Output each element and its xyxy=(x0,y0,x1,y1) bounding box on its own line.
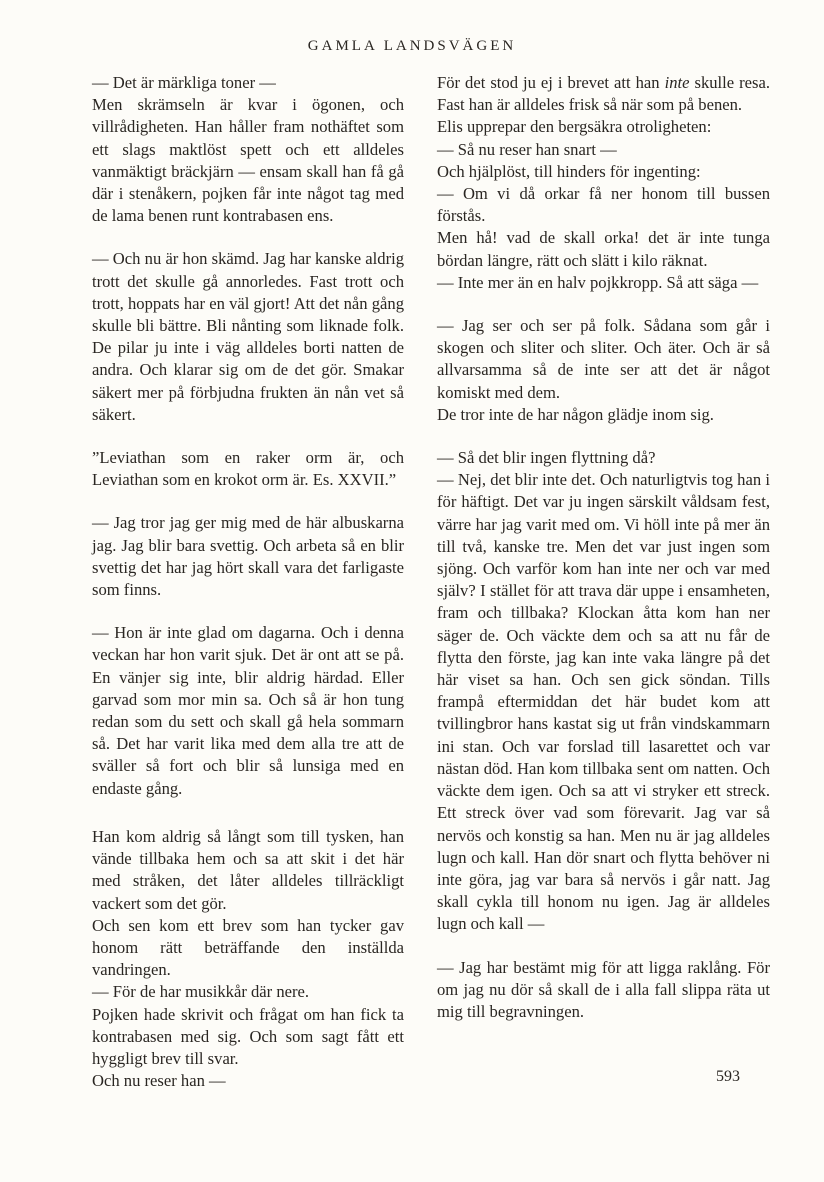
text-run: skulle resa. Fast han är alldeles frisk så när som på benen. xyxy=(437,73,771,115)
paragraph: Elis upprepar den bergsäkra otroligheten: xyxy=(437,117,712,137)
paragraph: Och nu reser han — xyxy=(92,1071,226,1091)
paragraph: Men skrämseln är kvar i ögonen, och villrådigheten. Han håller fram nothäftet som ett slags maktlöst spett och ett alldeles vanmäktigt bräckjärn — ensam skall han få gå där i stenåkern, pojken får inte något tag med de lama benen runt kontrabasen ens. xyxy=(92,95,404,226)
paragraph: — För de har musikkår där nere. xyxy=(92,982,310,1002)
paragraph: — Jag tror jag ger mig med de här albuskarna jag. Jag blir bara svettig. Och arbeta så en blir svettig det har jag hört skall vara det farligaste som finns. xyxy=(92,513,404,600)
left-column xyxy=(92,72,404,1092)
paragraph: Och sen kom ett brev som han tycker gav honom rätt beträffande den inställda vandringen. xyxy=(92,915,404,980)
paragraph: Men hå! vad de skall orka! det är inte tunga bördan längre, rätt och slätt i kilo räknat. xyxy=(437,228,770,270)
paragraph: — Så det blir ingen flyttning då? xyxy=(437,448,656,468)
paragraph: — Nej, det blir inte det. Och naturligtvis tog han i för häftigt. Det var ju ingen särskilt våldsam fest, värre har jag varit med om. Vi höll inte på mer än till två, kanske tre. Men det var just ingen som sjöng. Och varför kom han inte ner och var med själv? I stället för att trava där uppe i ensamheten, fram och tillbaka? Klockan åtta kom han ner säger de. Och väckte dem och sa att nu får de flytta den förste, jag kan inte vaka längre på det här viset sa han. Och sen gick söndan. Tills frampå eftermiddan det här budet kom att tvillingbror hans kastat sig ut från vindskammarn ini stan. Och var forslad till lasarettet och var nästan död. Han kom tillbaka sent om natten. Och väckte dem igen. Och sa att vi stryker ett streck. Ett streck över vad som förevarit. Jag var så nervös och konstig sa han. Men nu är jag alldeles lugn och kall. Han dör snart och flytta behöver ni inte göra, jag var bara så nervös i går natt. Jag skall cykla till honom nu igen. Jag är alldeles lugn och kall — xyxy=(437,470,770,934)
paragraph: — Hon är inte glad om dagarna. Och i denna veckan har hon varit sjuk. Det är ont att se på. En vänjer sig inte, blir aldrig härdad. Eller garvad som mor min sa. Och så är hon tung redan som du sett och skall gå hela sommarn så. Det har varit lika med dem alla tre att de sväller så fort och blir så lunsiga med en endaste gång. xyxy=(92,623,404,798)
paragraph: Han kom aldrig så långt som till tysken, han vände tillbaka hem och sa att skit i det här med stråken, det låter alldeles tillräckligt vackert som det gör. xyxy=(92,826,404,913)
paragraph: Och hjälplöst, till hinders för ingenting: xyxy=(437,161,701,181)
running-title: GAMLA LANDSVÄGEN xyxy=(307,38,517,54)
paragraph: De tror inte de har någon glädje inom sig. xyxy=(437,404,714,424)
emphasis: inte xyxy=(664,73,690,92)
paragraph: — Och nu är hon skämd. Jag har kanske aldrig trott det skulle gå annorledes. Fast trott och trott, hoppats har en väl gjort! Att det nån gång skulle bli bättre. Bli nånting som liknade folk. De pilar ju inte i väg alldeles borti natten de andra. Och klarar sig om de det gör. Smakar säkert mer på förbjudna frukten än nån vet så säkert. xyxy=(92,249,404,424)
paragraph: Pojken hade skrivit och frågat om han fick ta kontrabasen med sig. Och som sagt fått ett hyggligt brev till svar. xyxy=(92,1004,404,1068)
text-run: För det stod ju ej i brevet att han xyxy=(437,73,665,92)
right-column xyxy=(437,72,770,1023)
paragraph: — Inte mer än en halv pojkkropp. Så att säga — xyxy=(437,272,759,292)
paragraph: — Det är märkliga toner — xyxy=(92,73,276,92)
paragraph xyxy=(437,72,770,116)
page-number: 593 xyxy=(716,1068,740,1085)
paragraph: ”Leviathan som en raker orm är, och Leviathan som en krokot orm är. Es. XXVII.” xyxy=(92,448,404,490)
paragraph: — Jag har bestämt mig för att ligga raklång. För om jag nu dör så skall de i alla fall slippa räta ut mig till begravningen. xyxy=(437,957,770,1021)
paragraph: — Jag ser och ser på folk. Sådana som går i skogen och sliter och sliter. Och äter. Och är så allvarsamma så de inte ser att det är något komiskt med dem. xyxy=(437,316,770,402)
paragraph: — Så nu reser han snart — xyxy=(437,139,617,159)
paragraph: — Om vi då orkar få ner honom till bussen förstås. xyxy=(437,184,770,226)
